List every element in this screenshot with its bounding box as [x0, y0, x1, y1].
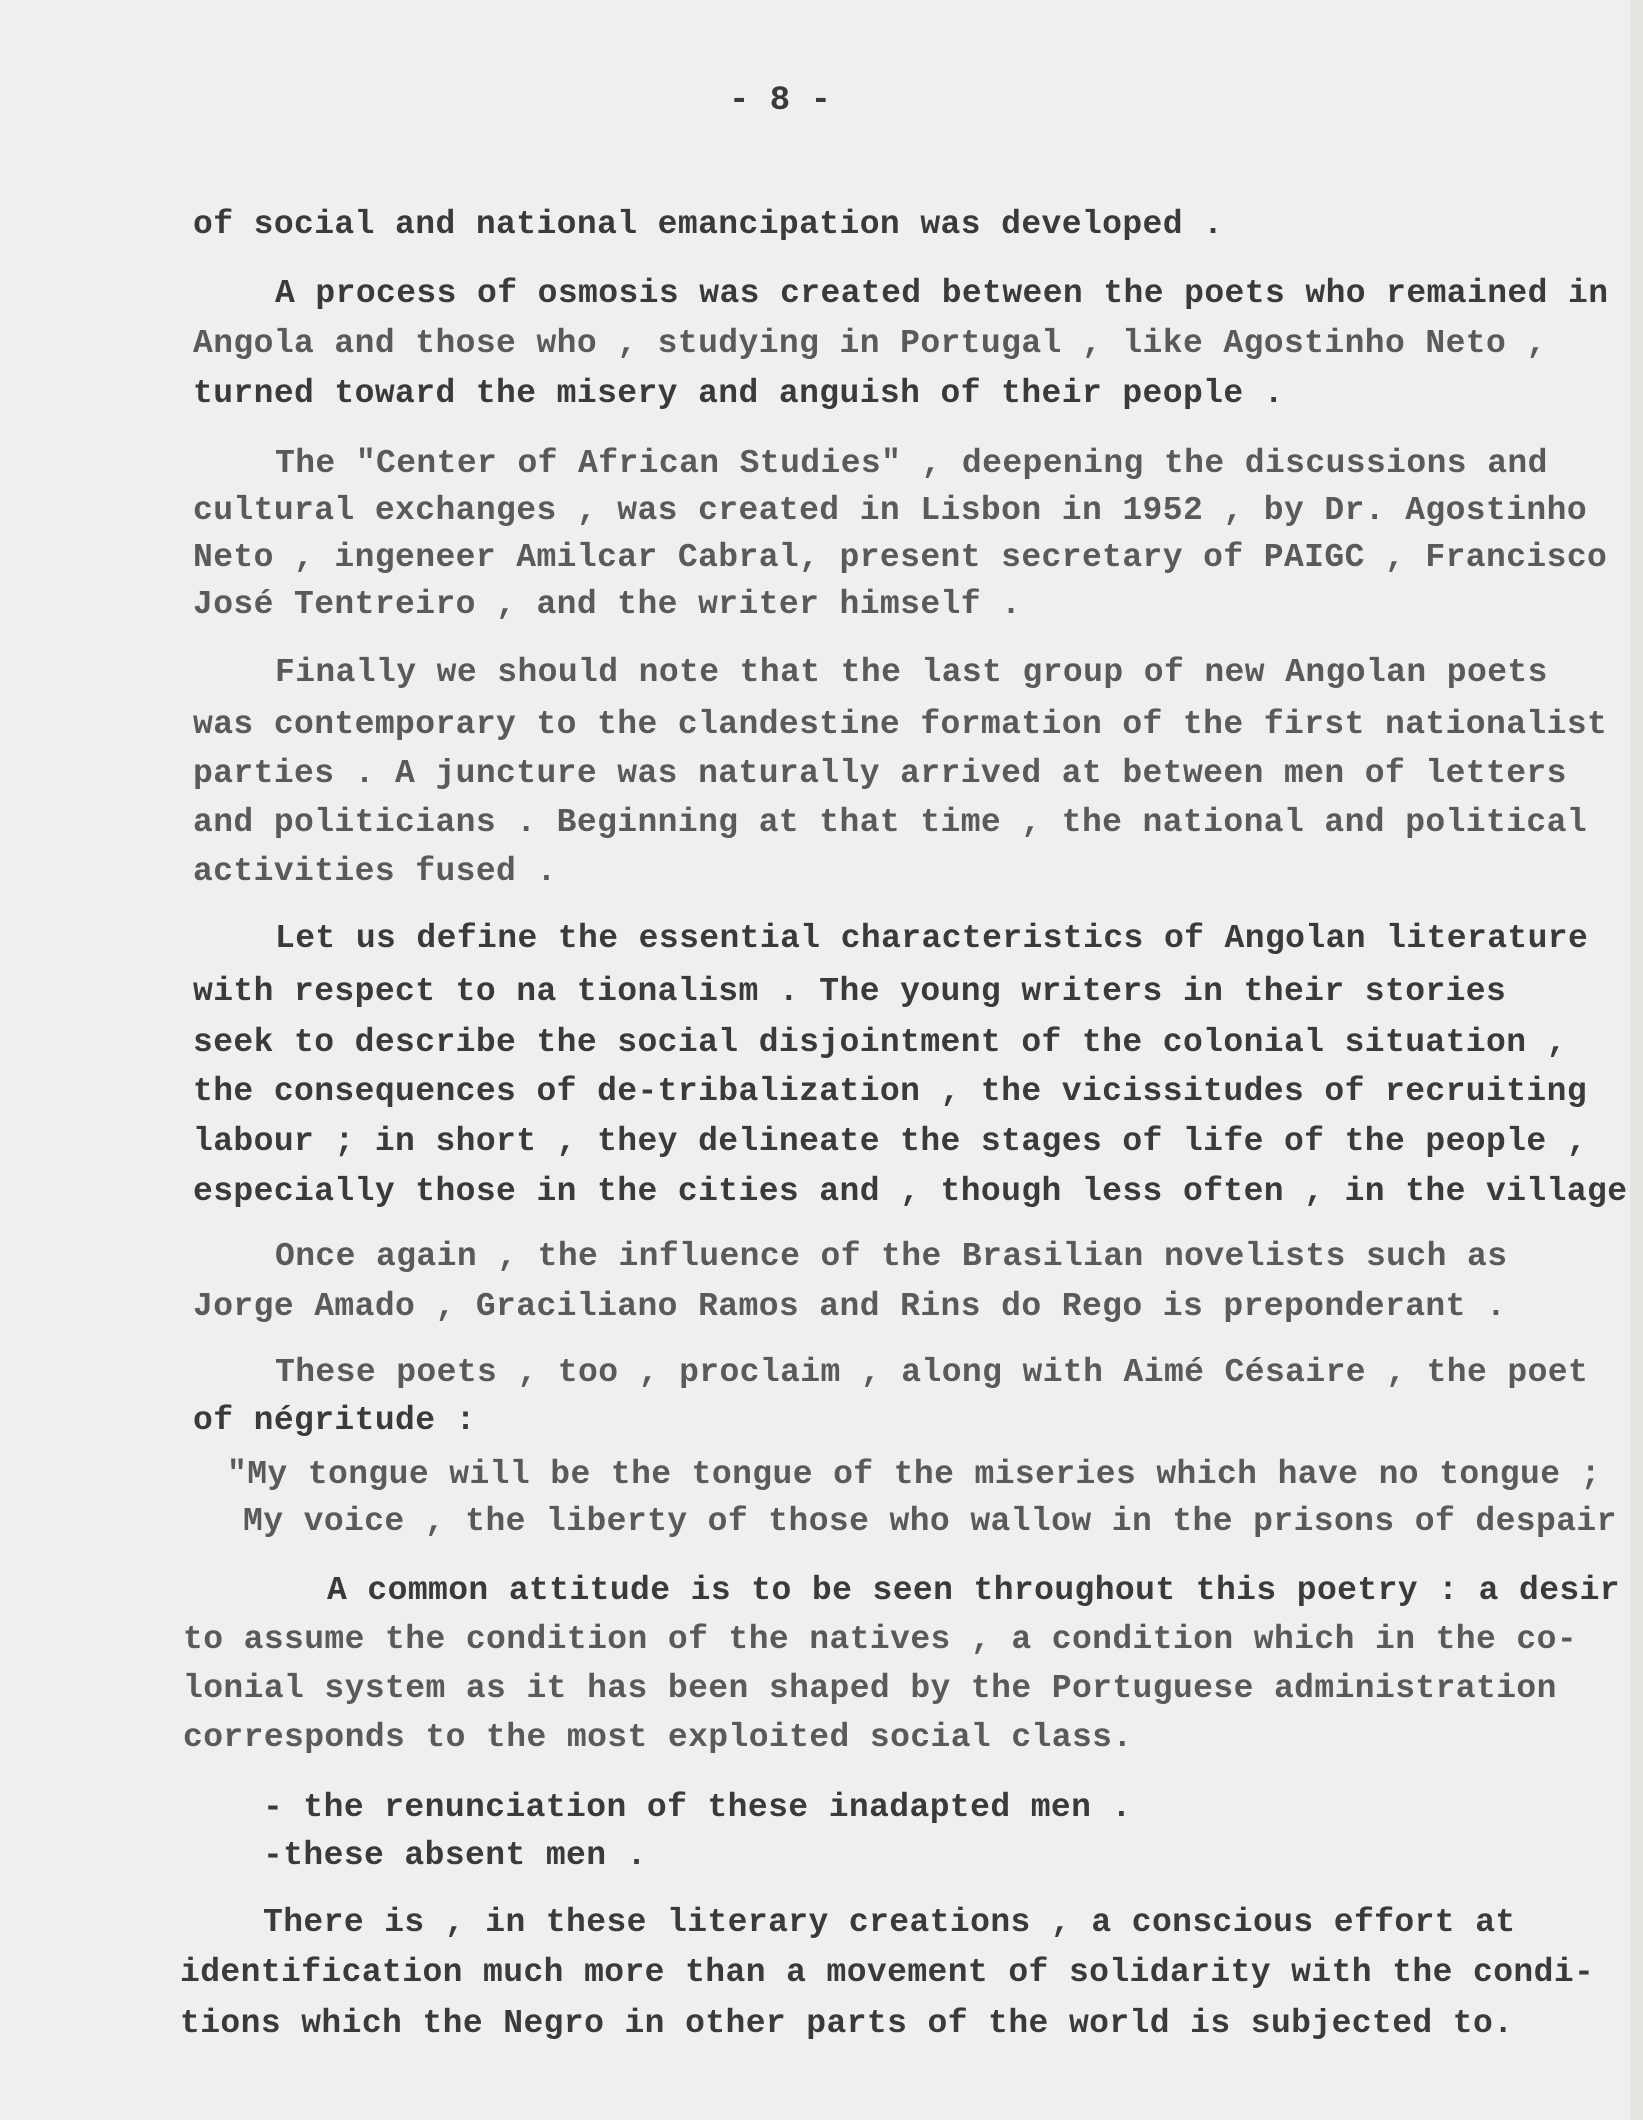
text-line: The "Center of African Studies" , deepening the discussions and [275, 445, 1548, 482]
page-number: - 8 - [728, 82, 832, 120]
text-line: seek to describe the social disjointment of the colonial situation , [193, 1024, 1567, 1061]
list-item: -these absent men . [263, 1837, 647, 1874]
text-line: There is , in these literary creations , a conscious effort at [263, 1904, 1516, 1941]
text-line: parties . A juncture was naturally arrived at between men of letters [193, 755, 1567, 792]
text-line: corresponds to the most exploited social class. [183, 1719, 1133, 1756]
text-line: was contemporary to the clandestine formation of the first nationalist [193, 706, 1608, 743]
quote-line: My voice , the liberty of those who wallow in the prisons of despair [243, 1503, 1617, 1540]
text-line: lonial system as it has been shaped by the Portuguese administration [183, 1670, 1557, 1707]
paper-edge [1630, 0, 1643, 2120]
text-line: of social and national emancipation was developed . [193, 206, 1224, 243]
text-line: of négritude : [193, 1402, 476, 1439]
text-line: José Tentreiro , and the writer himself . [193, 586, 1022, 623]
text-line: labour ; in short , they delineate the stages of life of the people , [193, 1123, 1588, 1160]
text-line: identification much more than a movement of solidarity with the condi- [180, 1954, 1595, 1991]
text-line: turned toward the misery and anguish of their people . [193, 375, 1284, 412]
text-line: especially those in the cities and , though less often , in the village [193, 1173, 1628, 1210]
text-line: Neto , ingeneer Amilcar Cabral, present secretary of PAIGC , Francisco [193, 539, 1608, 576]
text-line: Once again , the influence of the Brasilian novelists such as [275, 1238, 1508, 1275]
text-line: Finally we should note that the last group of new Angolan poets [275, 654, 1548, 691]
text-line: and politicians . Beginning at that time , the national and political [193, 804, 1588, 841]
text-line: Angola and those who , studying in Portugal , like Agostinho Neto , [193, 325, 1547, 362]
text-line: activities fused . [193, 853, 557, 890]
text-line: cultural exchanges , was created in Lisbon in 1952 , by Dr. Agostinho [193, 492, 1588, 529]
text-line: to assume the condition of the natives , a condition which in the co- [183, 1621, 1578, 1658]
text-line: tions which the Negro in other parts of the world is subjected to. [180, 2005, 1514, 2042]
text-line: Let us define the essential characteristics of Angolan literature [275, 920, 1589, 957]
quote-line: "My tongue will be the tongue of the miseries which have no tongue ; [227, 1456, 1601, 1493]
list-item: - the renunciation of these inadapted men . [263, 1789, 1132, 1826]
text-line: A process of osmosis was created between the poets who remained in [275, 275, 1609, 312]
text-line: These poets , too , proclaim , along with Aimé Césaire , the poet [275, 1354, 1589, 1391]
text-line: A common attitude is to be seen throughout this poetry : a desir [327, 1572, 1621, 1609]
text-line: with respect to na tionalism . The young writers in their stories [193, 973, 1507, 1010]
text-line: Jorge Amado , Graciliano Ramos and Rins do Rego is preponderant . [193, 1288, 1507, 1325]
text-line: the consequences of de-tribalization , the vicissitudes of recruiting [193, 1073, 1588, 1110]
